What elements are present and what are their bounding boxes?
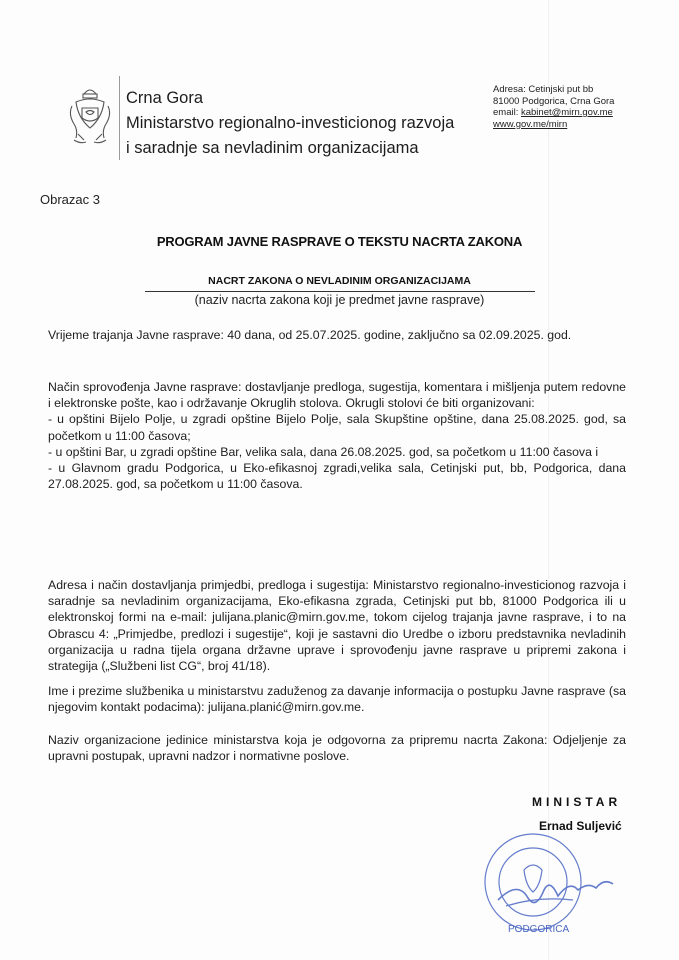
round-table-item: - u opštini Bijelo Polje, u zgradi opštine Bijelo Polje, sala Skupštine opštine, dana 25.08.2025. god, sa početkom u 11:00 časova; xyxy=(48,412,626,443)
contact-person-text: Ime i prezime službenika u ministarstvu zaduženog za davanje informacija o postupku Javne rasprave (sa njegovim kontakt podacima): julijana.planić@mirn.gov.me. xyxy=(48,684,626,715)
signatory-name: Ernad Suljević xyxy=(539,819,622,833)
round-table-item: - u opštini Bar, u zgradi opštine Bar, velika sala, dana 26.08.2025. god, sa početkom u 11:00 časova i xyxy=(48,444,599,459)
contact-person-paragraph xyxy=(48,683,626,715)
svg-text:PODGORICA: PODGORICA xyxy=(508,924,570,935)
law-name-underline xyxy=(145,291,535,292)
duration-paragraph xyxy=(48,327,626,343)
contact-block xyxy=(493,84,614,130)
submission-paragraph xyxy=(48,577,626,674)
org-unit-paragraph xyxy=(48,732,626,764)
round-table-item: - u Glavnom gradu Podgorica, u Eko-efikasnoj zgradi,velika sala, Cetinjski put, bb, Podgorica, dana 27.08.2025. god, sa početkom u 11:00 časova. xyxy=(48,461,626,492)
ministry-name-line1: Ministarstvo regionalno-investicionog razvoja xyxy=(126,114,455,132)
form-label: Obrazac 3 xyxy=(40,192,100,207)
email-label: email: xyxy=(493,107,521,118)
duration-text: Vrijeme trajanja Javne rasprave: 40 dana, od 25.07.2025. godine, zaključno sa 02.09.2025. god. xyxy=(48,328,572,342)
email-link[interactable]: kabinet@mirn.gov.me xyxy=(520,107,613,118)
website-link[interactable]: www.gov.me/mirn xyxy=(493,118,568,130)
country-name: Crna Gora xyxy=(126,89,204,107)
submission-text: Adresa i način dostavljanja primjedbi, predloga i sugestija: Ministarstvo regionalno-investicionog razvoja i saradnje sa nevladinim organizacijama, Eko-efikasna zgrada, Cetinjski put bb, 81000 Podgorica ili u elektronskoj formi na e-mail: julijana.planic@mirn.gov.me, tokom cijelog trajanja javne rasprave, i to na Obrascu 4: „Primjedbe, predlozi i sugestije“, koji je sastavni dio Uredbe o izboru predstavnika nevladinih organizacija u radna tijela organa državne uprave i sprovođenju javne rasprave u pripremi zakona i strategija („Službeni list CG“, broj 41/18). xyxy=(48,578,626,674)
document-title: PROGRAM JAVNE RASPRAVE O TEKSTU NACRTA ZAKONA xyxy=(156,234,523,249)
method-paragraph xyxy=(48,379,626,492)
law-name: NACRT ZAKONA O NEVLADINIM ORGANIZACIJAMA xyxy=(208,275,471,287)
header-divider xyxy=(119,76,120,160)
coat-of-arms-icon xyxy=(66,84,114,148)
ministry-header xyxy=(126,86,454,161)
ministry-name-line2: i saradnje sa nevladinim organizacijama xyxy=(126,139,419,157)
signature-title: MINISTAR xyxy=(532,795,622,809)
method-intro: Način sprovođenja Javne rasprave: dostavljanje predloga, sugestija, komentara i mišljenja putem redovne i elektronske pošte, kao i održavanje Okruglih stolova. Okrugli stolovi će biti organizovani: xyxy=(48,380,626,411)
contact-email-row xyxy=(493,107,614,119)
official-stamp-icon xyxy=(478,820,628,940)
contact-address: Adresa: Cetinjski put bb xyxy=(493,84,594,95)
contact-city: 81000 Podgorica, Crna Gora xyxy=(493,95,615,107)
org-unit-text: Naziv organizacione jedinice ministarstva koja je odgovorna za pripremu nacrta Zakona: Odjeljenje za upravni postupak, upravni nadzor i normativne poslove. xyxy=(48,733,626,764)
law-name-caption: (naziv nacrta zakona koji je predmet javne rasprave) xyxy=(194,293,485,307)
